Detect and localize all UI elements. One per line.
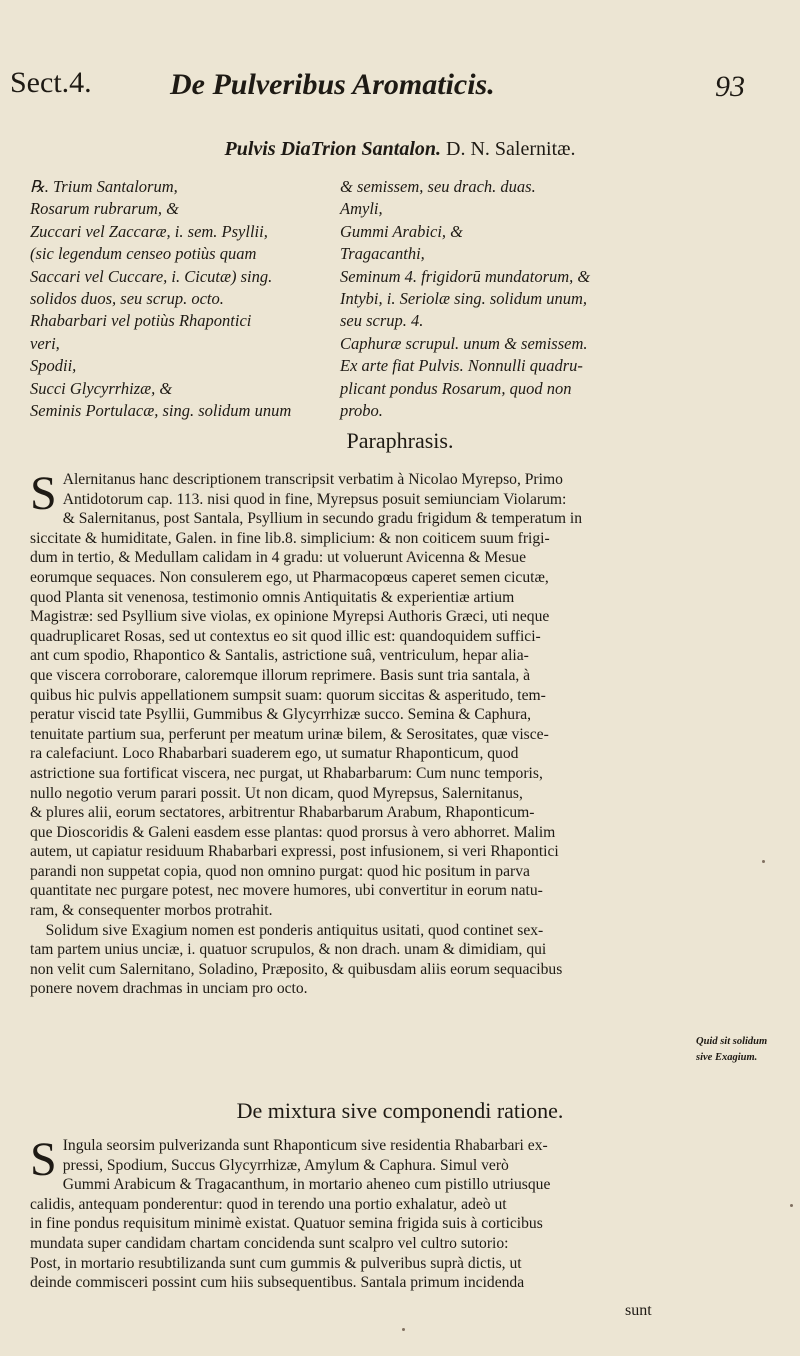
text-line: quibus hic pulvis appellationem sumpsit suam: quorum siccitas & asperitudo, tem-: [30, 686, 546, 704]
recipe-right-column: [340, 176, 640, 422]
recipe-line: Tragacanthi,: [340, 244, 425, 264]
text-line: ponere novem drachmas in unciam pro octo.: [30, 980, 308, 998]
paraphrasis-heading: Paraphrasis.: [346, 428, 454, 453]
recipe-line: Seminis Portulacæ, sing. solidum unum: [30, 401, 292, 421]
recipe-line: Saccari vel Cuccare, i. Cicutæ) sing.: [30, 266, 273, 286]
page-number: 93: [715, 70, 745, 103]
text-line: & plures alii, eorum sectatores, arbitrentur Rhabarbarum Arabum, Rhaponticum-: [30, 804, 535, 822]
margin-note-line: Quid sit solidum: [696, 1036, 768, 1047]
text-line: Solidum sive Exagium nomen est ponderis antiquitus usitati, quod continet sex-: [45, 921, 544, 939]
recipe-line: & semissem, seu drach. duas.: [340, 177, 536, 196]
recipe-line: Rosarum rubrarum, &: [30, 199, 179, 219]
text-line: Magistræ: sed Psyllium sive violas, ex opinione Myrepsi Authoris Græci, uti neque: [30, 608, 550, 626]
recipe-line: veri,: [30, 333, 60, 353]
recipe-line: Seminum 4. frigidorū mundatorum, &: [340, 266, 591, 286]
recipe-line: Succi Glycyrrhizæ, &: [30, 378, 173, 398]
text-line: astrictione sua fortificat viscera, nec purgat, ut Rhabarbarum: Cum nunc temporis,: [30, 764, 543, 782]
recipe-line: probo.: [340, 401, 383, 421]
text-line: non velit cum Salernitano, Soladino, Præposito, & quibusdam aliis eorum sequacibus: [30, 960, 563, 978]
drop-cap: S: [30, 1133, 57, 1186]
text-line: quadruplicaret Rosas, sed ut contextus eo sit quod illic est: quandoquidem suffici-: [30, 627, 541, 645]
recipe-line: solidos duos, seu scrup. octo.: [30, 289, 224, 309]
text-line: autem, ut capiatur residuum Rhabarbari expressi, post infusionem, si veri Rhapontici: [30, 843, 559, 861]
recipe-line: Caphuræ scrupul. unum & semissem.: [340, 333, 588, 353]
text-line: parandi non suppetat copia, quod non omnino purgat: quod hic positum in parva: [30, 862, 530, 880]
recipe-line: Rhabarbari vel potiùs Rhapontici: [30, 311, 252, 331]
recipe-line: seu scrup. 4.: [340, 311, 424, 331]
text-line: que Dioscoridis & Galeni easdem esse plantas: quod prorsus à vero abhorret. Malim: [30, 823, 556, 841]
recipe-title-italic: Pulvis DiaTrion Santalon.: [224, 138, 442, 160]
text-line: quod Planta sit venenosa, testimonio omnis Antiquitatis & experientiæ artium: [30, 588, 515, 606]
running-header: [0, 66, 800, 116]
text-line: calidis, antequam ponderentur: quod in terendo una portio exhalatur, adeò ut: [30, 1195, 507, 1213]
paper-speck: [402, 1328, 405, 1331]
recipe-line: plicant pondus Rosarum, quod non: [340, 378, 572, 398]
text-line: ra calefaciunt. Loco Rhabarbari suaderem ego, ut sumatur Rhaponticum, quod: [30, 745, 519, 763]
text-line: Post, in mortario resubtilizanda sunt cum gummis & pulveribus suprà dictis, ut: [30, 1254, 522, 1272]
recipe-line: Amyli,: [340, 199, 383, 219]
text-line: Gummi Arabicum & Tragacanthum, in mortario aheneo cum pistillo utriusque: [62, 1176, 551, 1194]
text-line: tam partem unius unciæ, i. quatuor scrupulos, & non drach. unam & dimidiam, qui: [30, 941, 547, 959]
paper-speck: [790, 1204, 793, 1207]
text-line: pressi, Spodium, Succus Glycyrrhizæ, Amylum & Caphura. Simul verò: [62, 1156, 509, 1174]
text-line: & Salernitanus, post Santala, Psyllium in secundo gradu frigidum & temperatum in: [62, 510, 582, 528]
margin-note-line: sive Exagium.: [696, 1052, 758, 1063]
recipe-line: Ex arte fiat Pulvis. Nonnulli quadru-: [340, 356, 583, 376]
recipe-left-column: [30, 176, 330, 422]
text-line: eorumque sequaces. Non consulerem ego, ut Pharmacopœus caperet semen cicutæ,: [30, 568, 549, 586]
catchword: sunt: [625, 1302, 652, 1319]
recipe-line: Intybi, i. Seriolæ sing. solidum unum,: [340, 289, 588, 309]
page-title: De Pulveribus Aromaticis.: [170, 68, 495, 101]
recipe-line: Zuccari vel Zaccaræ, i. sem. Psyllii,: [30, 221, 268, 241]
text-line: Ingula seorsim pulverizanda sunt Rhaponticum sive residentia Rhabarbari ex-: [62, 1137, 548, 1154]
recipe-line: ℞. Trium Santalorum,: [30, 177, 178, 196]
text-line: deinde commisceri possint cum hiis subsequentibus. Santala primum incidenda: [30, 1274, 525, 1292]
text-line: Antidotorum cap. 113. nisi quod in fine, Myrepsus posuit semiunciam Violarum:: [62, 490, 567, 508]
recipe-title: [0, 138, 800, 161]
text-line: in fine pondus requisitum minimè existat. Quatuor semina frigida suis à corticibus: [30, 1215, 543, 1233]
text-line: tenuitate partium sua, perferunt per meatum urinæ bilem, & Serositates, quæ visce-: [30, 725, 549, 743]
section-label: Sect.4.: [10, 66, 92, 99]
text-line: ant cum spodio, Rhapontico & Santalis, astrictione suâ, ventriculum, hepar alia-: [30, 647, 529, 665]
paper-speck: [762, 860, 765, 863]
text-line: peratur viscid tate Psyllii, Gummibus & Glycyrrhizæ succo. Semina & Caphura,: [30, 706, 532, 724]
text-line: ram, & consequenter morbos protrahit.: [30, 902, 273, 920]
drop-cap: S: [30, 467, 57, 520]
text-line: que viscera corroborare, caloremque illorum reprimere. Basis sunt tria santala, à: [30, 666, 531, 684]
text-line: Alernitanus hanc descriptionem transcripsit verbatim à Nicolao Myrepso, Primo: [62, 471, 563, 488]
paraphrasis-body: [30, 467, 624, 999]
text-line: siccitate & humiditate, Galen. in fine lib.8. simplicium: & non coiticem suum frigi-: [30, 529, 550, 547]
margin-note: [696, 1034, 767, 1066]
text-line: quantitate nec purgare potest, nec movere humores, ubi convertitur in eorum natu-: [30, 882, 543, 900]
text-line: dum in tertio, & Medullam calidam in 4 gradu: ut voluerunt Avicenna & Mesue: [30, 549, 527, 567]
recipe-title-author: D. N. Salernitæ.: [446, 138, 576, 160]
text-line: nullo negotio verum parari possit. Ut non dicam, quod Myrepsus, Salernitanus,: [30, 784, 523, 802]
recipe-line: Gummi Arabici, &: [340, 221, 463, 241]
mixtura-body: [30, 1133, 624, 1293]
text-line: mundata super candidam chartam concidenda sunt scalpro vel cultro sutorio:: [30, 1234, 509, 1252]
recipe-line: Spodii,: [30, 356, 77, 376]
recipe-line: (sic legendum censeo potiùs quam: [30, 244, 257, 264]
mixtura-heading: De mixtura sive componendi ratione.: [236, 1098, 564, 1123]
